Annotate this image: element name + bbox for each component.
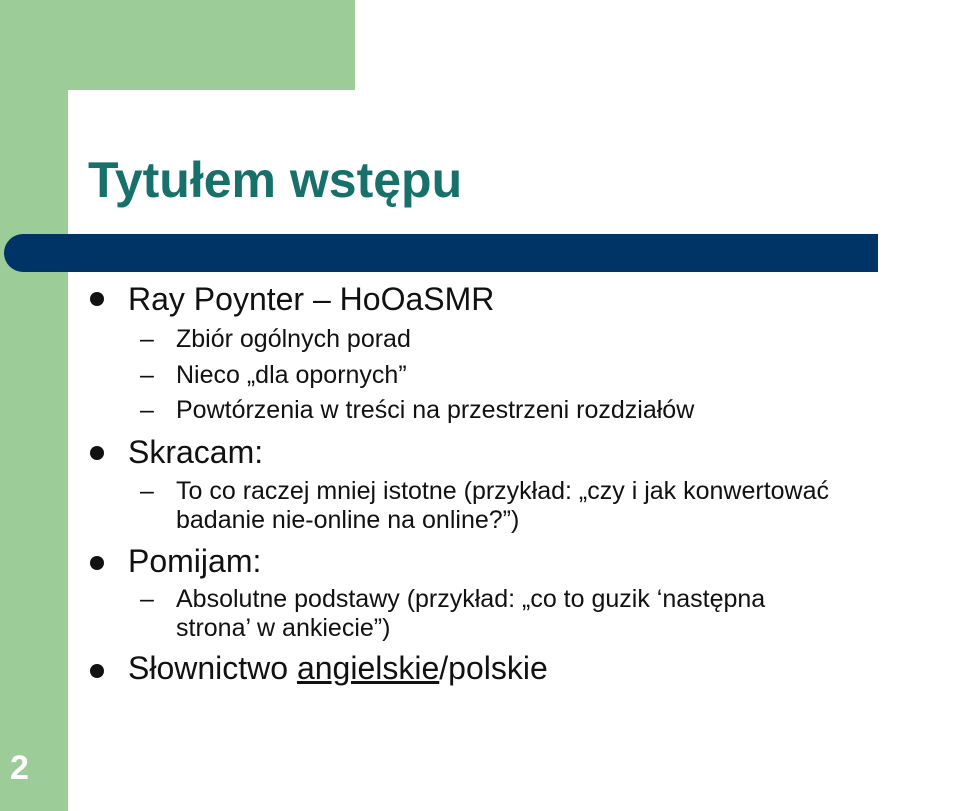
bullet-dot bbox=[90, 292, 104, 306]
sub-item-continuation: badanie nie-online na online?”) bbox=[176, 506, 520, 534]
sub-item: Zbiór ogólnych porad bbox=[176, 325, 411, 353]
sub-dash: – bbox=[140, 396, 154, 424]
bullet-dot bbox=[90, 446, 104, 460]
bullet-text-suffix: /polskie bbox=[439, 650, 548, 686]
bullet-text-prefix: Słownictwo bbox=[128, 650, 297, 686]
sub-item: Nieco „dla opornych” bbox=[176, 361, 407, 389]
underlined-term: angielskie bbox=[296, 650, 440, 686]
bullet-item: Pomijam: bbox=[128, 543, 262, 579]
sub-dash: – bbox=[140, 585, 154, 613]
title-divider-bar bbox=[4, 234, 878, 272]
sub-item-continuation: strona’ w ankiecie”) bbox=[176, 614, 391, 642]
sub-item: To co raczej mniej istotne (przykład: „czy i jak konwertować bbox=[176, 477, 830, 505]
sub-dash: – bbox=[140, 325, 154, 353]
top-green-band bbox=[0, 0, 355, 90]
sub-dash: – bbox=[140, 361, 154, 389]
sub-dash: – bbox=[140, 477, 154, 505]
bullet-dot bbox=[90, 664, 104, 678]
bullet-item: Ray Poynter – HoOaSMR bbox=[128, 281, 495, 317]
sub-item: Powtórzenia w treści na przestrzeni rozdziałów bbox=[176, 396, 695, 424]
sub-item: Absolutne podstawy (przykład: „co to guzik ‘następna bbox=[176, 585, 766, 613]
slide-title: Tytułem wstępu bbox=[88, 152, 463, 208]
slide-number: 2 bbox=[10, 749, 29, 787]
bullet-item bbox=[128, 649, 548, 687]
bullet-item: Skracam: bbox=[128, 434, 264, 470]
bullet-dot bbox=[90, 556, 104, 570]
left-green-band bbox=[0, 0, 68, 811]
